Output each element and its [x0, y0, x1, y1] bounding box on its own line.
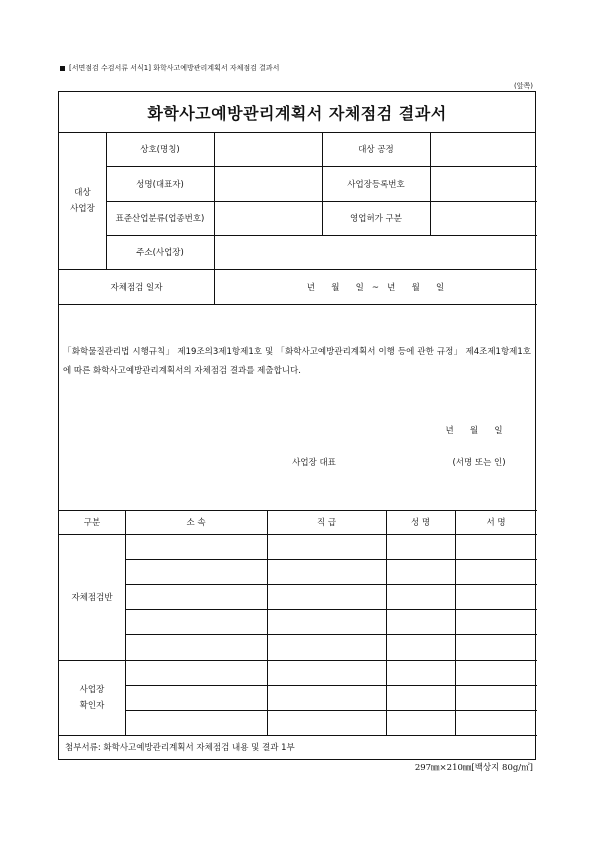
- divider: [455, 510, 456, 735]
- process-field[interactable]: [430, 132, 537, 166]
- group-site-verifier: 사업장 확인자: [79, 684, 105, 711]
- divider: [59, 735, 537, 736]
- name-field[interactable]: [214, 132, 322, 166]
- declaration-date[interactable]: 년 월 일: [445, 426, 503, 436]
- name-label: 상호(명칭): [140, 145, 180, 155]
- rep-field[interactable]: [214, 166, 322, 201]
- divider: [59, 304, 537, 305]
- license-field[interactable]: [430, 201, 537, 235]
- divider: [125, 710, 537, 711]
- form-title: 화학사고예방관리계획서 자체점검 결과서: [59, 92, 535, 133]
- divider: [267, 510, 268, 735]
- th-rank: 직 급: [316, 518, 337, 528]
- th-affiliation: 소 속: [186, 518, 206, 528]
- form-frame: [58, 91, 536, 760]
- page-side-label: (앞쪽): [514, 82, 533, 90]
- attachment-note: 첨부서류: 화학사고예방관리계획서 자체점검 내용 및 결과 1부: [65, 743, 295, 753]
- th-name: 성 명: [410, 518, 431, 528]
- divider: [386, 510, 387, 735]
- rep-label: 성명(대표자): [136, 179, 184, 190]
- divider: [59, 660, 537, 661]
- address-label: 주소(사업장): [136, 248, 184, 258]
- paper-spec-footer: 297㎜×210㎜[백상지 80g/㎡]: [414, 763, 533, 773]
- divider: [125, 685, 537, 686]
- industry-field[interactable]: [214, 201, 322, 235]
- square-bullet-icon: [60, 66, 65, 71]
- divider: [125, 609, 537, 610]
- process-label: 대상 공정: [358, 145, 394, 155]
- divider: [125, 584, 537, 585]
- date-field[interactable]: 년 월 일 ~ 년 월 일: [306, 282, 445, 293]
- bizno-label: 사업장등록번호: [347, 179, 405, 190]
- divider: [125, 510, 126, 735]
- divider: [59, 534, 537, 535]
- rep-sign-label: 사업장 대표: [292, 458, 336, 468]
- address-field[interactable]: [214, 235, 537, 269]
- th-category: 구분: [83, 518, 101, 528]
- industry-label: 표준산업분류(업종번호): [115, 214, 205, 224]
- target-group-label: 대상 사업장: [70, 187, 95, 214]
- declaration-text: 「화학물질관리법 시행규칙」 제19조의3제1항제1호 및 「화학사고예방관리계획서 이행 등에 관한 규정」 제4조제1항제1호에 따른 화학사고예방관리계획서의 자체점검 결과를 제출합니다.: [63, 347, 531, 376]
- bizno-field[interactable]: [430, 166, 537, 201]
- form-header-note: [60, 63, 279, 73]
- date-label: 자체점검 일자: [110, 282, 163, 293]
- form-header-text: [서면점검 수검서류 서식1] 화학사고예방관리계획서 자체점검 결과서: [69, 64, 280, 72]
- license-label: 영업허가 구분: [350, 214, 402, 224]
- group-inspection-team: 자체점검반: [71, 593, 113, 603]
- divider: [125, 634, 537, 635]
- divider: [125, 559, 537, 560]
- th-signature: 서 명: [486, 518, 506, 528]
- sign-hint[interactable]: (서명 또는 인): [452, 458, 506, 468]
